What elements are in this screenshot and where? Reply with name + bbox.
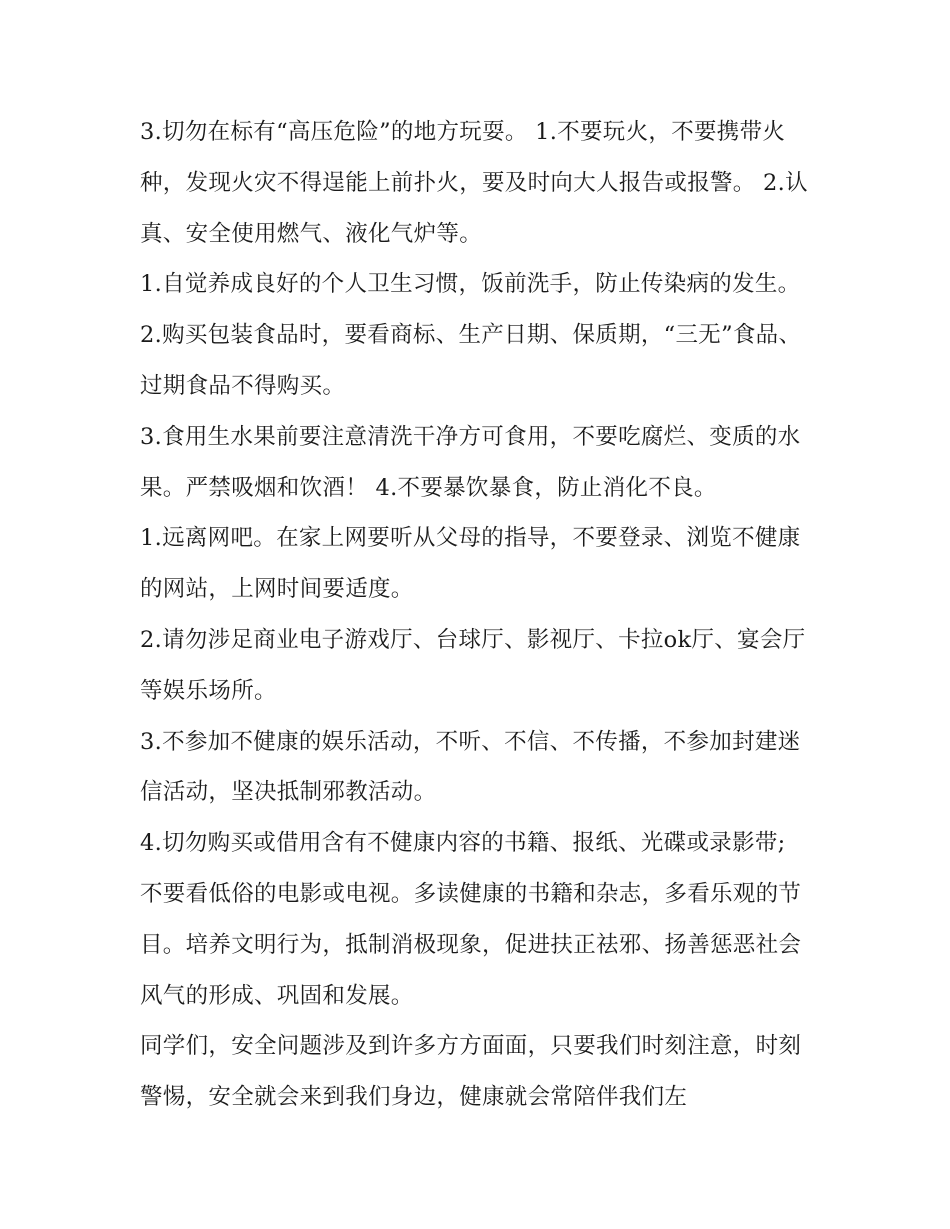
paragraph-internet-cafe: 1.远离网吧。在家上网要听从父母的指导，不要登录、浏览不健康的网站，上网时间要适度。	[140, 525, 801, 603]
paragraph-fire-safety: 3.切勿在标有“高压危险”的地方玩耍。 1.不要玩火，不要携带火种，发现火灾不得逞能上前扑火，要及时向大人报告或报警。 2.认真、安全使用燃气、液化气炉等。	[140, 119, 808, 247]
paragraph-unhealthy-activities: 3.不参加不健康的娱乐活动，不听、不信、不传播，不参加封建迷信活动，坚决抵制邪教活动。	[140, 728, 801, 806]
paragraph-closing: 同学们，安全问题涉及到许多方方面面，只要我们时刻注意，时刻警惕，安全就会来到我们身边，健康就会常陪伴我们左	[140, 1033, 802, 1111]
paragraph-entertainment-venues: 2.请勿涉足商业电子游戏厅、台球厅、影视厅、卡拉ok厅、宴会厅等娱乐场所。	[140, 626, 806, 704]
paragraph-hygiene: 1.自觉养成良好的个人卫生习惯，饭前洗手，防止传染病的发生。 2.购买包装食品时，要看商标、生产日期、保质期，“三无”食品、过期食品不得购买。	[140, 271, 802, 399]
paragraph-unhealthy-media: 4.切勿购买或借用含有不健康内容的书籍、报纸、光碟或录影带;不要看低俗的电影或电视。多读健康的书籍和杂志，多看乐观的节目。培养文明行为，抵制消极现象，促进扶正祛邪、扬善惩恶社会风气的形成、巩固和发展。	[140, 830, 802, 1009]
document-body	[140, 107, 808, 1123]
paragraph-food-safety: 3.食用生水果前要注意清洗干净方可食用，不要吃腐烂、变质的水果。严禁吸烟和饮酒！ 4.不要暴饮暴食，防止消化不良。	[140, 423, 801, 501]
